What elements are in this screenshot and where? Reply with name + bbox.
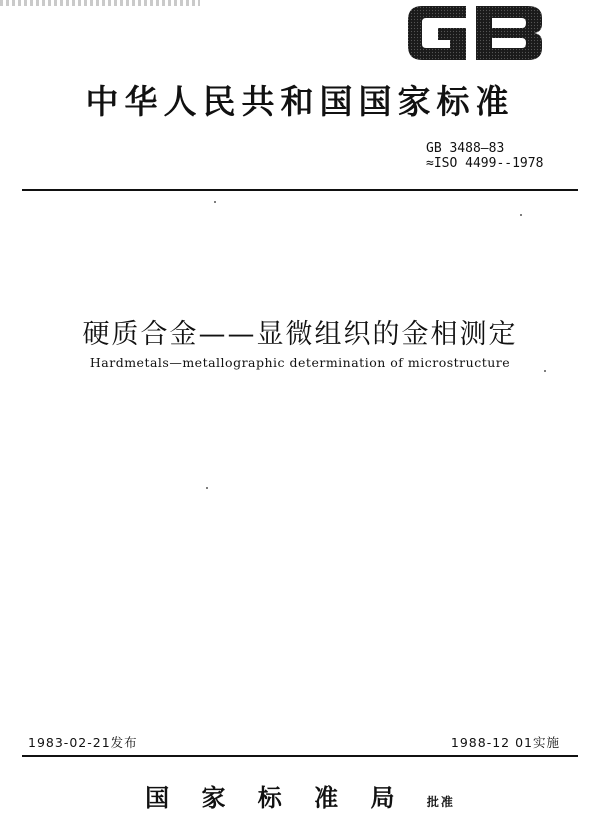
issue-date: 1983-02-21发布 — [28, 735, 138, 750]
national-standard-title: 中华人民共和国国家标准 — [85, 82, 515, 121]
standard-number-block — [426, 141, 543, 171]
document-title-english: Hardmetals—metallographic determination of microstructure — [89, 355, 511, 370]
implementation-date: 1988-12 01实施 — [450, 735, 560, 750]
publisher-name: 国 家 标 准 局 — [145, 784, 407, 812]
scan-speck — [206, 487, 208, 489]
standard-number: GB 3488—83 — [426, 141, 505, 156]
header-divider — [22, 189, 578, 191]
gb-logo-icon — [404, 0, 546, 64]
scan-noise — [0, 0, 200, 6]
scan-speck — [544, 370, 546, 372]
iso-equivalent: ≈ISO 4499--1978 — [426, 156, 544, 171]
approval-label: 批准 — [426, 795, 455, 809]
scan-speck — [214, 201, 216, 203]
scan-speck — [520, 214, 522, 216]
document-title-chinese: 硬质合金——显微组织的金相测定 — [82, 319, 518, 350]
footer-divider — [22, 755, 578, 757]
